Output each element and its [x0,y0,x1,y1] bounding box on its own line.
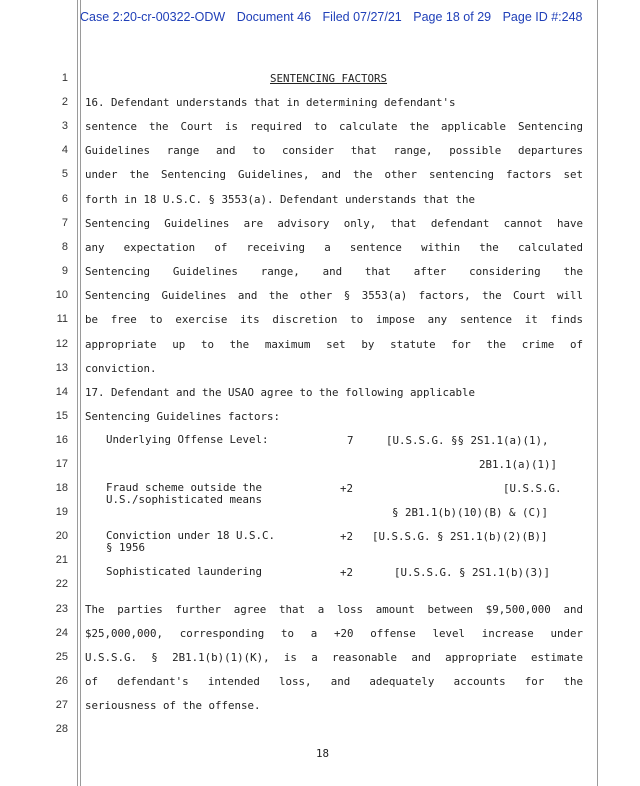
factor-label: Underlying Offense Level: [106,433,269,446]
line-number: 18 [55,482,68,494]
line-number: 22 [55,578,68,590]
factor-level: 7 [347,434,354,447]
factor-citation: [U.S.S.G. § 2S1.1(b)(2)(B)] [372,530,548,543]
body-line: conviction. [85,362,157,375]
closing-line: The parties further agree that a loss amount between $9,500,000 and [85,603,583,616]
line-number: 1 [61,72,68,84]
left-margin-rule-inner [80,0,81,786]
document-number: Document 46 [236,10,312,24]
body-line: Sentencing Guidelines range, and that after considering the [85,265,583,278]
factor-label: Conviction under 18 U.S.C. § 1956 [106,529,276,554]
line-number: 2 [61,96,68,108]
line-number: 19 [55,506,68,518]
factor-citation: [U.S.S.G. [503,482,562,495]
line-number: 28 [55,723,68,735]
closing-line: $25,000,000, corresponding to a +20 offense level increase under [85,627,583,640]
line-number: 11 [56,313,68,325]
body-line: Sentencing Guidelines factors: [85,410,281,423]
page-id: Page ID #:248 [502,10,583,24]
body-line: appropriate up to the maximum set by statute for the crime of [85,338,583,351]
factor-level: +2 [340,566,354,579]
line-number: 3 [61,120,68,132]
body-line: Sentencing Guidelines are advisory only, that defendant cannot have [85,217,583,230]
case-number: Case 2:20-cr-00322-ODW [80,10,226,24]
line-number: 6 [61,193,68,205]
body-line: Guidelines range and to consider that range, possible departures [85,144,583,157]
line-number: 21 [55,554,68,566]
line-number: 27 [55,699,68,711]
body-line: under the Sentencing Guidelines, and the other sentencing factors set [85,168,583,181]
line-number: 4 [61,144,68,156]
closing-line: seriousness of the offense. [85,699,261,712]
factor-level: +2 [340,530,354,543]
factor-label: Fraud scheme outside the U.S./sophisticated means [106,481,263,506]
body-line: Sentencing Guidelines and the other § 3553(a) factors, the Court will [85,289,583,302]
line-number: 8 [61,241,68,253]
page-count: Page 18 of 29 [413,10,492,24]
closing-line: U.S.S.G. § 2B1.1(b)(1)(K), is a reasonable and appropriate estimate [85,651,583,664]
line-number: 7 [61,217,68,229]
factor-citation: § 2B1.1(b)(10)(B) & (C)] [392,506,549,519]
factor-citation: [U.S.S.G. § 2S1.1(b)(3)] [394,566,551,579]
line-number: 12 [55,338,68,350]
body-line: forth in 18 U.S.C. § 3553(a). Defendant understands that the [85,193,476,206]
left-margin-rule [77,0,78,786]
line-number: 26 [55,675,68,687]
line-number: 15 [55,410,68,422]
closing-line: of defendant's intended loss, and adequately accounts for the [85,675,583,688]
body-line: any expectation of receiving a sentence within the calculated [85,241,583,254]
line-number: 24 [55,627,68,639]
line-number: 16 [55,434,68,446]
line-number: 9 [61,265,68,277]
right-margin-rule [597,0,598,786]
line-number: 17 [55,458,68,470]
factor-citation: 2B1.1(a)(1)] [479,458,558,471]
line-number: 20 [55,530,68,542]
filed-date: Filed 07/27/21 [322,10,402,24]
line-number: 13 [55,362,68,374]
body-line: 17. Defendant and the USAO agree to the following applicable [85,386,476,399]
factor-citation: [U.S.S.G. §§ 2S1.1(a)(1), [386,434,549,447]
page-number: 18 [316,747,330,760]
section-title: SENTENCING FACTORS [270,72,388,85]
body-line: 16. Defendant understands that in determining defendant's [85,96,456,109]
body-line: sentence the Court is required to calculate the applicable Sentencing [85,120,583,133]
line-number: 25 [55,651,68,663]
factor-level: +2 [340,482,354,495]
factor-label: Sophisticated laundering [106,565,263,578]
line-number: 23 [55,603,68,615]
line-number: 10 [55,289,68,301]
line-number: 5 [61,168,68,180]
body-line: be free to exercise its discretion to impose any sentence it finds [85,313,583,326]
ecf-header [80,10,591,24]
line-number: 14 [55,386,68,398]
